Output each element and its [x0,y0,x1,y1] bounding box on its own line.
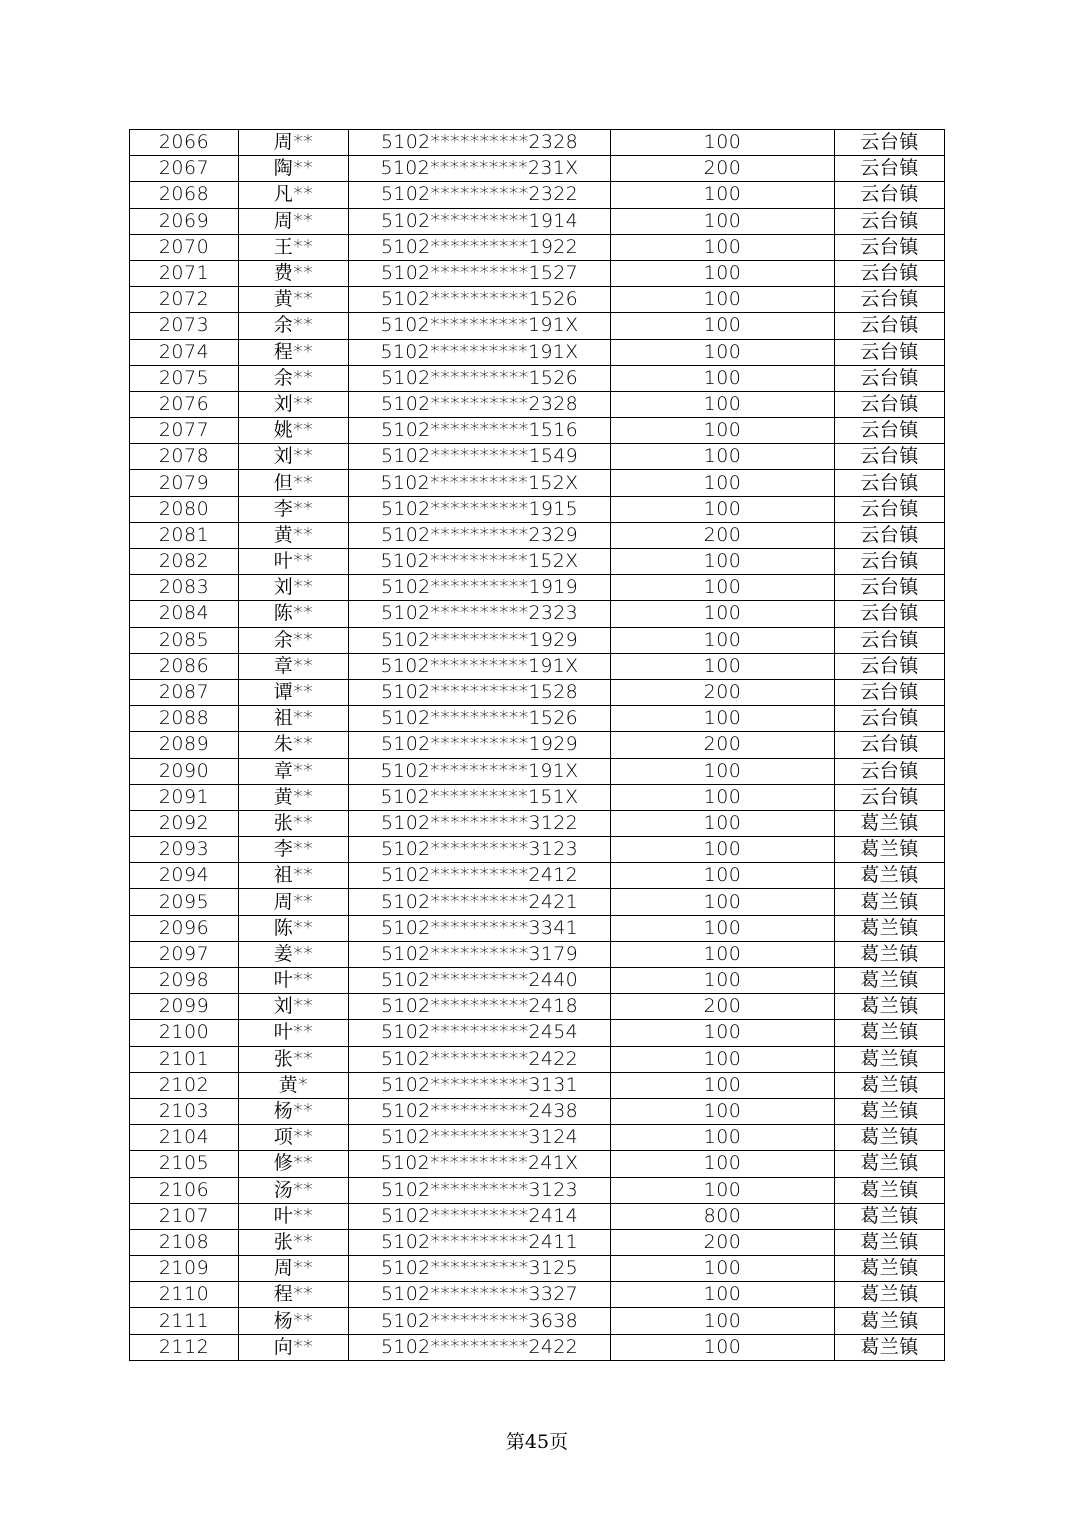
serial-cell: 2084 [130,601,239,627]
table-row [130,732,945,758]
id-number-cell: 5102**********1528 [349,679,611,705]
id-number-cell: 5102**********3123 [349,1177,611,1203]
id-number-cell: 5102**********2422 [349,1334,611,1360]
serial-cell: 2093 [130,837,239,863]
serial-cell: 2074 [130,339,239,365]
amount-cell: 100 [611,758,835,784]
id-number-cell: 5102**********2422 [349,1046,611,1072]
amount-cell: 100 [611,1020,835,1046]
id-number-cell: 5102**********3125 [349,1256,611,1282]
serial-cell: 2101 [130,1046,239,1072]
serial-cell: 2091 [130,784,239,810]
amount-cell: 100 [611,1072,835,1098]
serial-cell: 2096 [130,915,239,941]
name-cell: 姚** [239,418,349,444]
amount-cell: 100 [611,837,835,863]
name-cell: 程** [239,1282,349,1308]
amount-cell: 100 [611,810,835,836]
town-cell: 云台镇 [835,627,945,653]
table-row [130,130,945,156]
serial-cell: 2080 [130,496,239,522]
id-number-cell: 5102**********3327 [349,1282,611,1308]
amount-cell: 100 [611,470,835,496]
name-cell: 张** [239,1046,349,1072]
amount-cell: 100 [611,915,835,941]
table-row [130,810,945,836]
town-cell: 葛兰镇 [835,1046,945,1072]
id-number-cell: 5102**********3179 [349,941,611,967]
amount-cell: 100 [611,391,835,417]
serial-cell: 2086 [130,653,239,679]
serial-cell: 2104 [130,1125,239,1151]
amount-cell: 100 [611,889,835,915]
serial-cell: 2079 [130,470,239,496]
amount-cell: 200 [611,1229,835,1255]
town-cell: 葛兰镇 [835,863,945,889]
name-cell: 周** [239,889,349,915]
amount-cell: 100 [611,653,835,679]
amount-cell: 100 [611,1177,835,1203]
name-cell: 祖** [239,863,349,889]
name-cell: 周** [239,208,349,234]
serial-cell: 2110 [130,1282,239,1308]
town-cell: 云台镇 [835,418,945,444]
town-cell: 云台镇 [835,260,945,286]
name-cell: 李** [239,837,349,863]
amount-cell: 200 [611,994,835,1020]
amount-cell: 100 [611,208,835,234]
id-number-cell: 5102**********1526 [349,365,611,391]
amount-cell: 100 [611,1308,835,1334]
name-cell: 陶** [239,156,349,182]
amount-cell: 200 [611,522,835,548]
amount-cell: 100 [611,706,835,732]
serial-cell: 2105 [130,1151,239,1177]
town-cell: 云台镇 [835,601,945,627]
town-cell: 葛兰镇 [835,1282,945,1308]
id-number-cell: 5102**********2412 [349,863,611,889]
id-number-cell: 5102**********191X [349,313,611,339]
name-cell: 但** [239,470,349,496]
town-cell: 云台镇 [835,156,945,182]
id-number-cell: 5102**********2418 [349,994,611,1020]
serial-cell: 2112 [130,1334,239,1360]
id-number-cell: 5102**********2421 [349,889,611,915]
town-cell: 葛兰镇 [835,1334,945,1360]
name-cell: 叶** [239,1020,349,1046]
amount-cell: 100 [611,968,835,994]
town-cell: 云台镇 [835,679,945,705]
name-cell: 章** [239,653,349,679]
table-row [130,1098,945,1124]
serial-cell: 2108 [130,1229,239,1255]
serial-cell: 2089 [130,732,239,758]
serial-cell: 2107 [130,1203,239,1229]
amount-cell: 100 [611,1125,835,1151]
amount-cell: 100 [611,941,835,967]
serial-cell: 2069 [130,208,239,234]
amount-cell: 200 [611,156,835,182]
name-cell: 向** [239,1334,349,1360]
amount-cell: 100 [611,444,835,470]
amount-cell: 100 [611,601,835,627]
id-number-cell: 5102**********1526 [349,287,611,313]
table-row [130,863,945,889]
name-cell: 黄** [239,287,349,313]
town-cell: 葛兰镇 [835,1020,945,1046]
name-cell: 周** [239,130,349,156]
town-cell: 云台镇 [835,549,945,575]
id-number-cell: 5102**********2328 [349,130,611,156]
table-row [130,260,945,286]
name-cell: 黄** [239,522,349,548]
town-cell: 葛兰镇 [835,968,945,994]
name-cell: 李** [239,496,349,522]
serial-cell: 2111 [130,1308,239,1334]
table-row [130,627,945,653]
table-row [130,784,945,810]
name-cell: 陈** [239,915,349,941]
name-cell: 凡** [239,182,349,208]
serial-cell: 2094 [130,863,239,889]
table-row [130,1020,945,1046]
amount-cell: 100 [611,627,835,653]
serial-cell: 2075 [130,365,239,391]
id-number-cell: 5102**********1549 [349,444,611,470]
name-cell: 陈** [239,601,349,627]
town-cell: 葛兰镇 [835,1151,945,1177]
amount-cell: 200 [611,732,835,758]
page-number: 第45页 [505,1431,569,1453]
serial-cell: 2090 [130,758,239,784]
table-row [130,1125,945,1151]
serial-cell: 2099 [130,994,239,1020]
serial-cell: 2077 [130,418,239,444]
table-row [130,1203,945,1229]
table-row [130,653,945,679]
town-cell: 云台镇 [835,391,945,417]
serial-cell: 2106 [130,1177,239,1203]
town-cell: 云台镇 [835,313,945,339]
amount-cell: 100 [611,1098,835,1124]
id-number-cell: 5102**********3124 [349,1125,611,1151]
id-number-cell: 5102**********3638 [349,1308,611,1334]
town-cell: 云台镇 [835,365,945,391]
table-row [130,391,945,417]
table-row [130,522,945,548]
town-cell: 葛兰镇 [835,1229,945,1255]
town-cell: 葛兰镇 [835,1098,945,1124]
table-row [130,889,945,915]
town-cell: 葛兰镇 [835,1072,945,1098]
name-cell: 汤** [239,1177,349,1203]
town-cell: 云台镇 [835,784,945,810]
amount-cell: 100 [611,287,835,313]
table-row [130,1151,945,1177]
table-row [130,1229,945,1255]
name-cell: 杨** [239,1308,349,1334]
name-cell: 刘** [239,444,349,470]
id-number-cell: 5102**********3122 [349,810,611,836]
table-row [130,470,945,496]
table-row [130,1177,945,1203]
name-cell: 张** [239,1229,349,1255]
serial-cell: 2078 [130,444,239,470]
name-cell: 杨** [239,1098,349,1124]
amount-cell: 100 [611,339,835,365]
id-number-cell: 5102**********1929 [349,627,611,653]
name-cell: 黄** [239,784,349,810]
name-cell: 程** [239,339,349,365]
id-number-cell: 5102**********2328 [349,391,611,417]
name-cell: 余** [239,365,349,391]
town-cell: 葛兰镇 [835,1177,945,1203]
town-cell: 葛兰镇 [835,1308,945,1334]
id-number-cell: 5102**********191X [349,339,611,365]
name-cell: 余** [239,627,349,653]
table-row [130,208,945,234]
table-row [130,968,945,994]
name-cell: 朱** [239,732,349,758]
id-number-cell: 5102**********1915 [349,496,611,522]
records-body [130,130,945,1361]
town-cell: 云台镇 [835,758,945,784]
serial-cell: 2098 [130,968,239,994]
table-row [130,915,945,941]
amount-cell: 100 [611,260,835,286]
serial-cell: 2073 [130,313,239,339]
serial-cell: 2102 [130,1072,239,1098]
name-cell: 刘** [239,575,349,601]
amount-cell: 800 [611,1203,835,1229]
table-row [130,1256,945,1282]
town-cell: 葛兰镇 [835,1256,945,1282]
town-cell: 葛兰镇 [835,941,945,967]
table-row [130,496,945,522]
town-cell: 云台镇 [835,496,945,522]
table-row [130,1282,945,1308]
amount-cell: 100 [611,1046,835,1072]
town-cell: 葛兰镇 [835,915,945,941]
amount-cell: 100 [611,1282,835,1308]
town-cell: 葛兰镇 [835,1125,945,1151]
town-cell: 云台镇 [835,234,945,260]
id-number-cell: 5102**********1914 [349,208,611,234]
id-number-cell: 5102**********2323 [349,601,611,627]
id-number-cell: 5102**********3123 [349,837,611,863]
table-row [130,1308,945,1334]
amount-cell: 100 [611,1256,835,1282]
serial-cell: 2103 [130,1098,239,1124]
id-number-cell: 5102**********152X [349,549,611,575]
amount-cell: 100 [611,234,835,260]
id-number-cell: 5102**********1919 [349,575,611,601]
table-row [130,575,945,601]
id-number-cell: 5102**********1527 [349,260,611,286]
id-number-cell: 5102**********1922 [349,234,611,260]
table-row [130,444,945,470]
amount-cell: 100 [611,496,835,522]
name-cell: 张** [239,810,349,836]
id-number-cell: 5102**********2454 [349,1020,611,1046]
serial-cell: 2068 [130,182,239,208]
serial-cell: 2092 [130,810,239,836]
table-row [130,234,945,260]
table-row [130,1046,945,1072]
name-cell: 祖** [239,706,349,732]
amount-cell: 100 [611,365,835,391]
name-cell: 周** [239,1256,349,1282]
name-cell: 刘** [239,994,349,1020]
table-row [130,1334,945,1360]
town-cell: 云台镇 [835,575,945,601]
serial-cell: 2067 [130,156,239,182]
amount-cell: 200 [611,679,835,705]
table-row [130,287,945,313]
id-number-cell: 5102**********2440 [349,968,611,994]
name-cell: 叶** [239,1203,349,1229]
table-row [130,679,945,705]
name-cell: 叶** [239,549,349,575]
serial-cell: 2071 [130,260,239,286]
id-number-cell: 5102**********231X [349,156,611,182]
table-row [130,182,945,208]
id-number-cell: 5102**********191X [349,653,611,679]
serial-cell: 2076 [130,391,239,417]
id-number-cell: 5102**********1516 [349,418,611,444]
name-cell: 黄* [239,1072,349,1098]
town-cell: 云台镇 [835,287,945,313]
table-row [130,706,945,732]
table-row [130,994,945,1020]
id-number-cell: 5102**********241X [349,1151,611,1177]
town-cell: 云台镇 [835,706,945,732]
town-cell: 葛兰镇 [835,1203,945,1229]
id-number-cell: 5102**********1929 [349,732,611,758]
name-cell: 王** [239,234,349,260]
table-row [130,758,945,784]
amount-cell: 100 [611,313,835,339]
id-number-cell: 5102**********2411 [349,1229,611,1255]
name-cell: 谭** [239,679,349,705]
serial-cell: 2081 [130,522,239,548]
name-cell: 刘** [239,391,349,417]
amount-cell: 100 [611,784,835,810]
table-row [130,1072,945,1098]
serial-cell: 2109 [130,1256,239,1282]
town-cell: 葛兰镇 [835,889,945,915]
amount-cell: 100 [611,575,835,601]
serial-cell: 2083 [130,575,239,601]
id-number-cell: 5102**********191X [349,758,611,784]
name-cell: 姜** [239,941,349,967]
table-row [130,941,945,967]
name-cell: 章** [239,758,349,784]
table-row [130,156,945,182]
name-cell: 修** [239,1151,349,1177]
serial-cell: 2097 [130,941,239,967]
amount-cell: 100 [611,130,835,156]
town-cell: 葛兰镇 [835,837,945,863]
amount-cell: 100 [611,418,835,444]
records-table [129,129,945,1361]
town-cell: 云台镇 [835,653,945,679]
name-cell: 叶** [239,968,349,994]
table-row [130,339,945,365]
id-number-cell: 5102**********2414 [349,1203,611,1229]
town-cell: 云台镇 [835,732,945,758]
town-cell: 云台镇 [835,182,945,208]
serial-cell: 2100 [130,1020,239,1046]
id-number-cell: 5102**********152X [349,470,611,496]
table-row [130,549,945,575]
amount-cell: 100 [611,863,835,889]
serial-cell: 2087 [130,679,239,705]
id-number-cell: 5102**********1526 [349,706,611,732]
name-cell: 项** [239,1125,349,1151]
town-cell: 云台镇 [835,470,945,496]
town-cell: 葛兰镇 [835,810,945,836]
town-cell: 云台镇 [835,522,945,548]
town-cell: 云台镇 [835,339,945,365]
town-cell: 云台镇 [835,444,945,470]
id-number-cell: 5102**********2329 [349,522,611,548]
id-number-cell: 5102**********2438 [349,1098,611,1124]
town-cell: 云台镇 [835,130,945,156]
serial-cell: 2088 [130,706,239,732]
table-row [130,365,945,391]
serial-cell: 2066 [130,130,239,156]
amount-cell: 100 [611,549,835,575]
table-row [130,313,945,339]
serial-cell: 2072 [130,287,239,313]
serial-cell: 2085 [130,627,239,653]
name-cell: 余** [239,313,349,339]
serial-cell: 2082 [130,549,239,575]
id-number-cell: 5102**********3131 [349,1072,611,1098]
amount-cell: 100 [611,182,835,208]
id-number-cell: 5102**********151X [349,784,611,810]
id-number-cell: 5102**********3341 [349,915,611,941]
town-cell: 葛兰镇 [835,994,945,1020]
table-row [130,837,945,863]
name-cell: 费** [239,260,349,286]
table-row [130,418,945,444]
town-cell: 云台镇 [835,208,945,234]
amount-cell: 100 [611,1334,835,1360]
serial-cell: 2095 [130,889,239,915]
id-number-cell: 5102**********2322 [349,182,611,208]
serial-cell: 2070 [130,234,239,260]
amount-cell: 100 [611,1151,835,1177]
table-row [130,601,945,627]
